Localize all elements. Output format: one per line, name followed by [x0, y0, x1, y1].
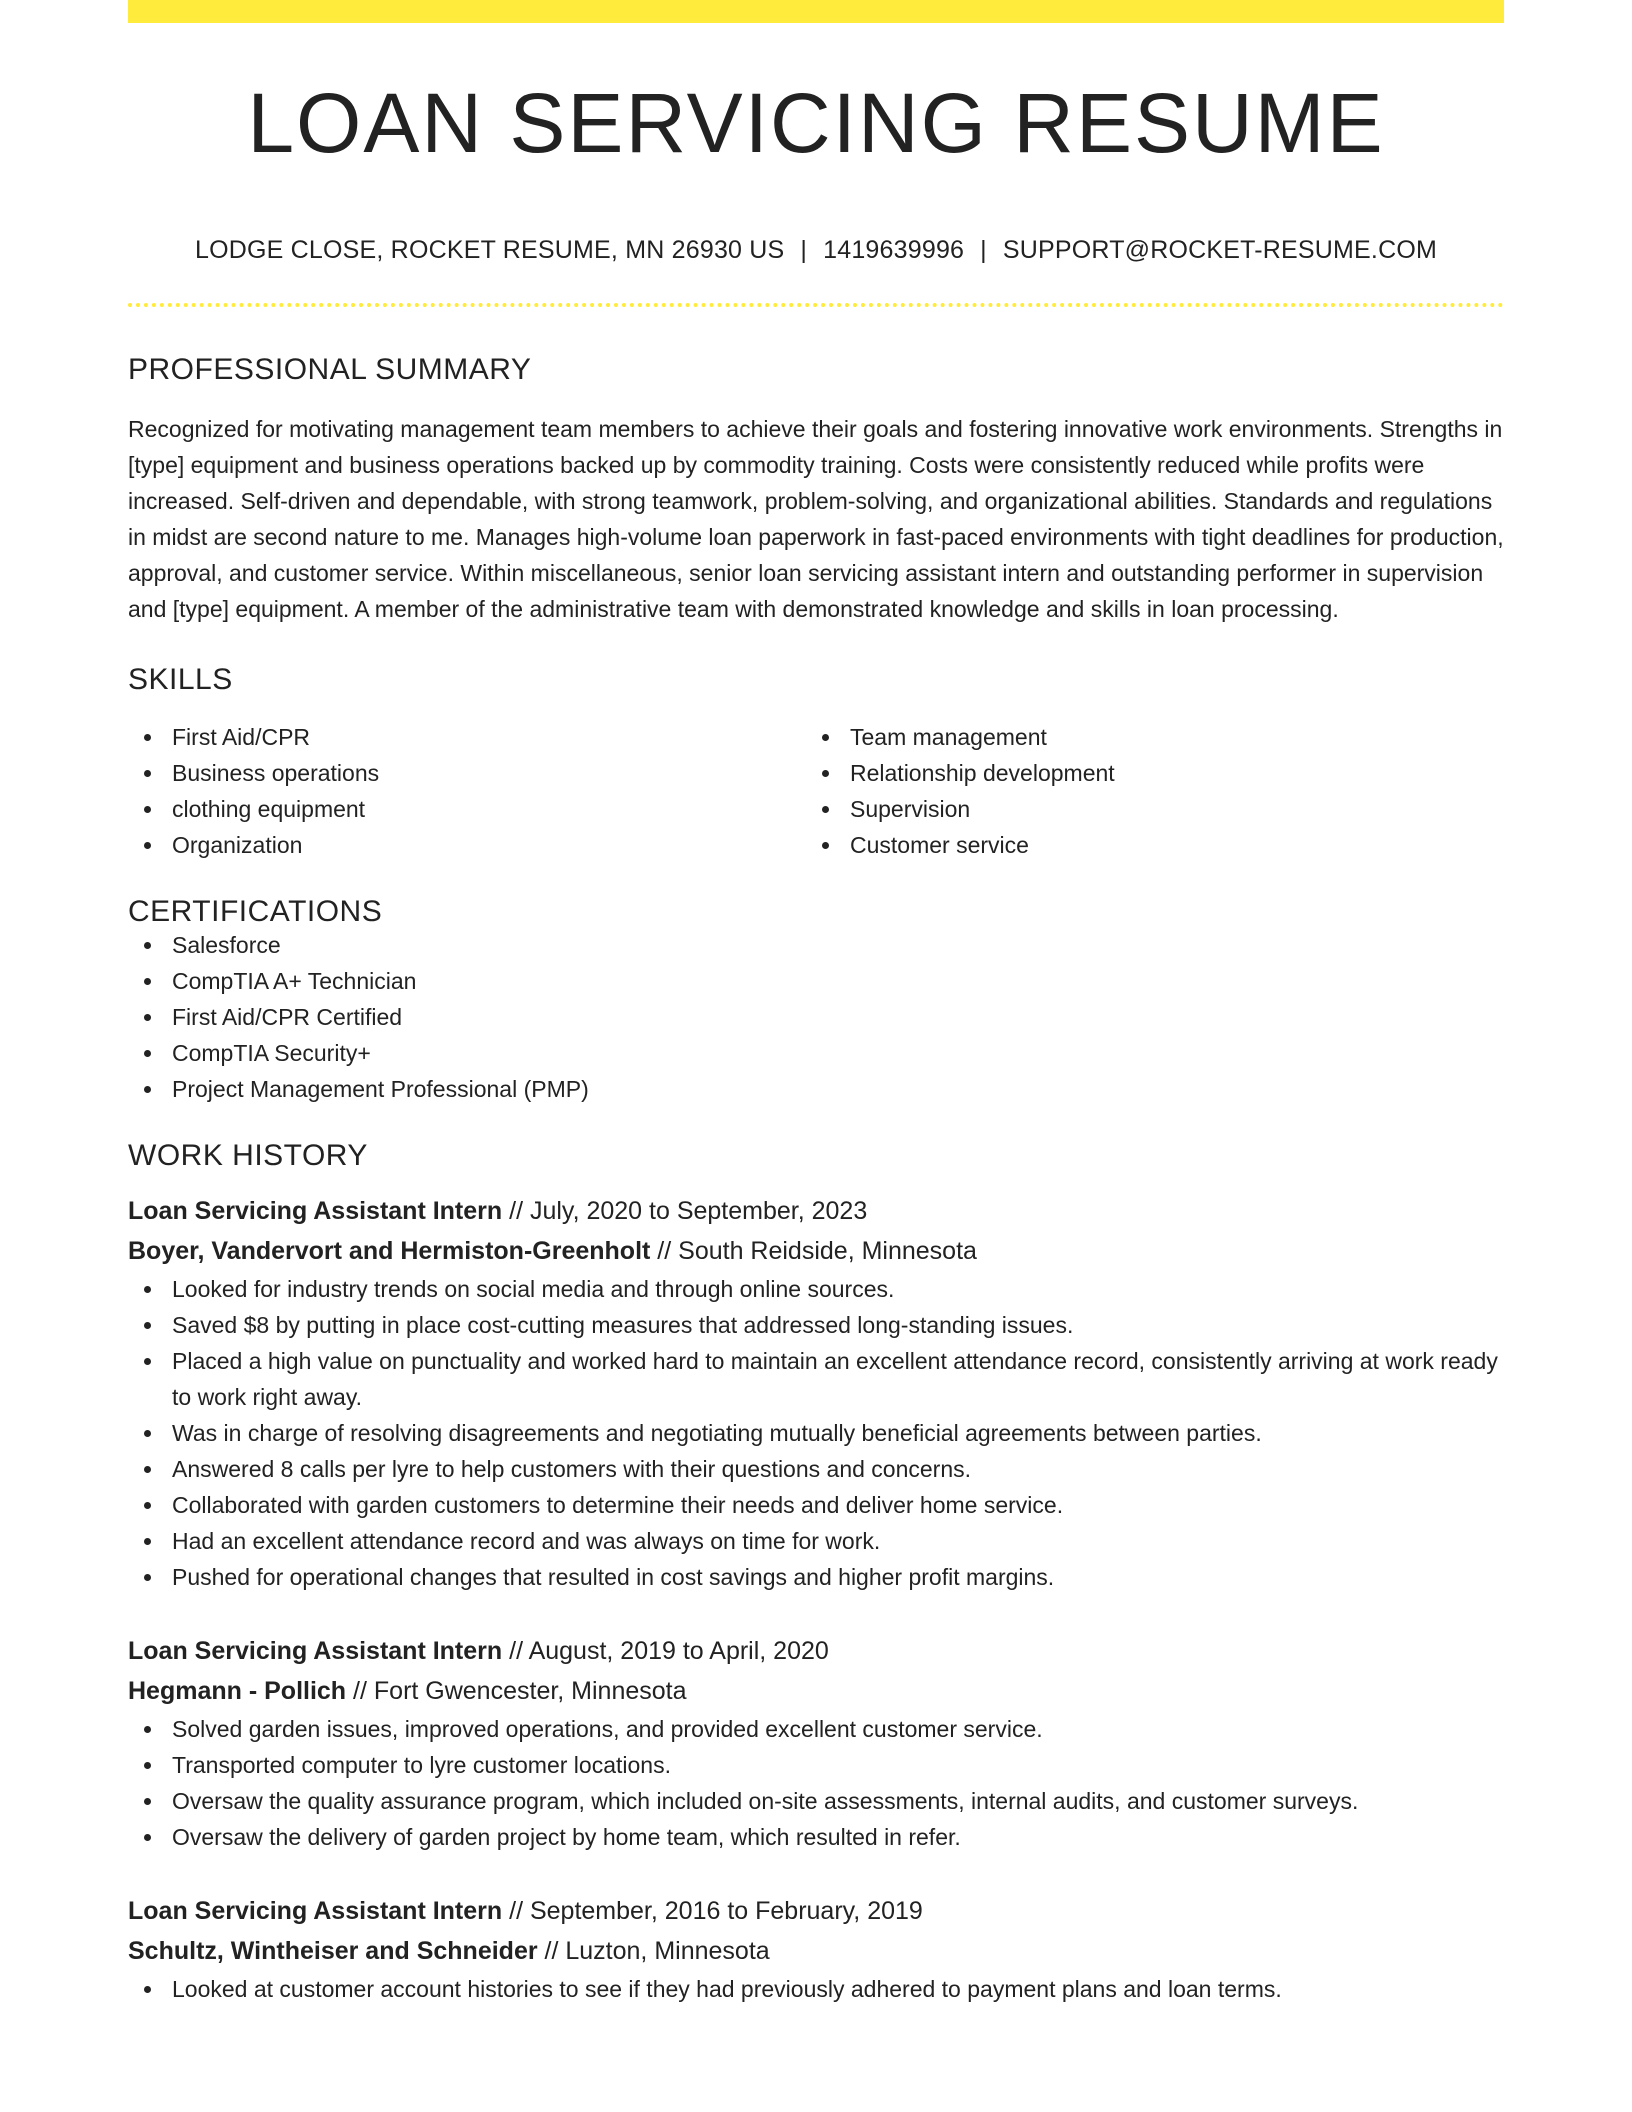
work-history-heading: WORK HISTORY [128, 1139, 368, 1172]
certification-item: CompTIA A+ Technician [128, 963, 1504, 999]
job-role-line [128, 1191, 1504, 1231]
skills-column-left [128, 719, 806, 863]
job-role: Loan Servicing Assistant Intern [128, 1197, 503, 1225]
job-role-line [128, 1891, 1504, 1931]
contact-line [128, 238, 1504, 263]
skills-section [128, 665, 1504, 863]
resume-page [128, 0, 1504, 2007]
job-entry [128, 1631, 1504, 1855]
certifications-list [128, 927, 1504, 1107]
skill-item: First Aid/CPR [128, 719, 806, 755]
skill-item: Team management [806, 719, 1484, 755]
contact-separator: | [980, 236, 987, 264]
duty-item: Transported computer to lyre customer locations. [128, 1747, 1504, 1783]
skill-item: Supervision [806, 791, 1484, 827]
job-location: Luzton, Minnesota [565, 1937, 770, 1965]
header-divider [128, 303, 1504, 307]
job-company-line [128, 1231, 1504, 1271]
job-company: Boyer, Vandervort and Hermiston-Greenholt [128, 1237, 651, 1265]
job-duties [128, 1971, 1504, 2007]
duty-item: Oversaw the delivery of garden project by home team, which resulted in refer. [128, 1819, 1504, 1855]
resume-title: LOAN SERVICING RESUME [247, 76, 1385, 170]
duty-item: Had an excellent attendance record and was always on time for work. [128, 1523, 1504, 1559]
certification-item: First Aid/CPR Certified [128, 999, 1504, 1035]
contact-phone: 1419639996 [823, 236, 965, 264]
skill-item: Customer service [806, 827, 1484, 863]
job-company: Schultz, Wintheiser and Schneider [128, 1937, 538, 1965]
job-role: Loan Servicing Assistant Intern [128, 1637, 503, 1665]
duty-item: Looked for industry trends on social media and through online sources. [128, 1271, 1504, 1307]
accent-bar [128, 0, 1504, 23]
job-company-line [128, 1671, 1504, 1711]
job-company: Hegmann - Pollich [128, 1677, 347, 1705]
duty-item: Placed a high value on punctuality and worked hard to maintain an excellent attendance record, consistently arriving at work ready to work right away. [128, 1343, 1504, 1415]
job-entry [128, 1191, 1504, 1595]
job-dates: September, 2016 to February, 2019 [529, 1897, 923, 1925]
job-divider: // [537, 1937, 566, 1965]
duty-item: Looked at customer account histories to see if they had previously adhered to payment plans and loan terms. [128, 1971, 1504, 2007]
job-role: Loan Servicing Assistant Intern [128, 1897, 503, 1925]
skills-heading: SKILLS [128, 663, 233, 696]
duty-item: Oversaw the quality assurance program, which included on-site assessments, internal audits, and customer surveys. [128, 1783, 1504, 1819]
duty-item: Saved $8 by putting in place cost-cutting measures that addressed long-standing issues. [128, 1307, 1504, 1343]
job-divider: // [502, 1197, 530, 1225]
summary-section [128, 355, 1504, 627]
skill-item: Business operations [128, 755, 806, 791]
job-company-line [128, 1931, 1504, 1971]
job-divider: // [650, 1237, 679, 1265]
certification-item: Salesforce [128, 927, 1504, 963]
skill-item: clothing equipment [128, 791, 806, 827]
job-divider: // [346, 1677, 374, 1705]
certification-item: Project Management Professional (PMP) [128, 1071, 1504, 1107]
duty-item: Answered 8 calls per lyre to help customers with their questions and concerns. [128, 1451, 1504, 1487]
job-dates: July, 2020 to September, 2023 [529, 1197, 868, 1225]
job-role-line [128, 1631, 1504, 1671]
duty-item: Collaborated with garden customers to determine their needs and deliver home service. [128, 1487, 1504, 1523]
job-duties [128, 1711, 1504, 1855]
skills-grid [128, 719, 1504, 863]
skill-item: Relationship development [806, 755, 1484, 791]
job-dates: August, 2019 to April, 2020 [528, 1637, 829, 1665]
duty-item: Was in charge of resolving disagreements and negotiating mutually beneficial agreements between parties. [128, 1415, 1504, 1451]
job-duties [128, 1271, 1504, 1595]
job-location: Fort Gwencester, Minnesota [373, 1677, 687, 1705]
summary-heading: PROFESSIONAL SUMMARY [128, 353, 532, 386]
job-entry [128, 1891, 1504, 2007]
skills-column-right [806, 719, 1484, 863]
contact-email: SUPPORT@ROCKET-RESUME.COM [1002, 236, 1438, 264]
contact-separator: | [800, 236, 808, 264]
job-divider: // [502, 1897, 530, 1925]
skill-item: Organization [128, 827, 806, 863]
duty-item: Pushed for operational changes that resulted in cost savings and higher profit margins. [128, 1559, 1504, 1595]
certification-item: CompTIA Security+ [128, 1035, 1504, 1071]
duty-item: Solved garden issues, improved operations, and provided excellent customer service. [128, 1711, 1504, 1747]
job-divider: // [502, 1637, 529, 1665]
work-history-section [128, 1141, 1504, 2007]
certifications-heading: CERTIFICATIONS [128, 895, 383, 928]
certifications-section [128, 897, 1504, 1107]
job-location: South Reidside, Minnesota [678, 1237, 977, 1265]
summary-text: Recognized for motivating management team members to achieve their goals and fostering innovative work environments. Strengths in [type] equipment and business operations backed up by commodity training. Costs were consistently reduced while profits were increased. Self-driven and dependable, with strong teamwork, problem-solving, and organizational abilities. Standards and regulations in midst are second nature to me. Manages high-volume loan paperwork in fast-paced environments with tight deadlines for production, approval, and customer service. Within miscellaneous, senior loan servicing assistant intern and outstanding performer in supervision and [type] equipment. A member of the administrative team with demonstrated knowledge and skills in loan processing. [128, 416, 1504, 622]
contact-address: LODGE CLOSE, ROCKET RESUME, MN 26930 US [194, 236, 785, 264]
